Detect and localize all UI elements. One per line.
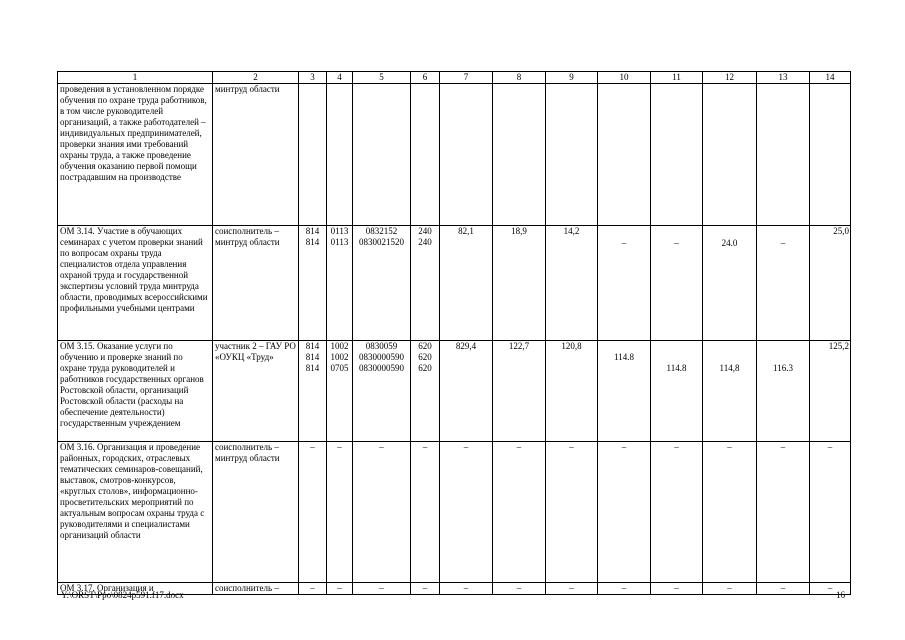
executor: соисполнитель – xyxy=(213,583,299,595)
cell-year-5 xyxy=(703,84,757,226)
cell-section: – xyxy=(327,442,353,583)
header-cell-6: 6 xyxy=(411,72,440,84)
header-cell-9: 9 xyxy=(546,72,598,84)
cell-section: 0113 0113 xyxy=(327,226,353,341)
cell-expense-type: – xyxy=(411,442,440,583)
header-cell-11: 11 xyxy=(651,72,703,84)
cell-section: 1002 1002 0705 xyxy=(327,341,353,442)
cell-year-2: – xyxy=(546,442,598,583)
cell-year-2 xyxy=(546,84,598,226)
cell-year-6: 116.3 xyxy=(757,341,810,442)
cell-section xyxy=(327,84,353,226)
table-row xyxy=(58,84,851,226)
cell-year-1: – xyxy=(493,442,546,583)
executor: участник 2 – ГАУ РО «ОУКЦ «Труд» xyxy=(213,341,299,442)
executor: соисполнитель – минтруд области xyxy=(213,442,299,583)
cell-total: – xyxy=(440,442,493,583)
cell-gov-code xyxy=(299,84,327,226)
cell-year-6: – xyxy=(757,442,810,583)
header-cell-1: 1 xyxy=(58,72,213,84)
executor: соисполнитель – минтруд области xyxy=(213,226,299,341)
page-number: 16 xyxy=(836,590,845,600)
cell-year-7: – xyxy=(810,442,851,583)
cell-expense-type: – xyxy=(411,583,440,595)
program-table xyxy=(57,71,851,595)
cell-total: – xyxy=(440,583,493,595)
cell-year-1: 18,9 xyxy=(493,226,546,341)
cell-total xyxy=(440,84,493,226)
cell-year-6: – xyxy=(757,226,810,341)
cell-year-5: – xyxy=(703,583,757,595)
cell-year-3: 114.8 xyxy=(598,341,651,442)
executor: минтруд области xyxy=(213,84,299,226)
cell-expense-type: 240 240 xyxy=(411,226,440,341)
header-cell-10: 10 xyxy=(598,72,651,84)
cell-gov-code: 814 814 xyxy=(299,226,327,341)
cell-year-7: 25,0 xyxy=(810,226,851,341)
cell-gov-code: – xyxy=(299,442,327,583)
header-cell-8: 8 xyxy=(493,72,546,84)
table-row xyxy=(58,226,851,341)
document-path: Y:\ORST\Ppo\0824p591.f17.docx xyxy=(61,590,184,600)
cell-expense-type: 620 620 620 xyxy=(411,341,440,442)
cell-target: – xyxy=(353,442,411,583)
cell-target: 0832152 0830021520 xyxy=(353,226,411,341)
cell-year-6: – xyxy=(757,583,810,595)
cell-year-2: 120,8 xyxy=(546,341,598,442)
cell-section: – xyxy=(327,583,353,595)
cell-year-7: – xyxy=(810,583,851,595)
cell-year-6 xyxy=(757,84,810,226)
cell-year-1: – xyxy=(493,583,546,595)
cell-year-1 xyxy=(493,84,546,226)
cell-year-7: 125,2 xyxy=(810,341,851,442)
measure-description: ОМ 3.17. Организация и xyxy=(58,583,213,595)
cell-year-1: 122,7 xyxy=(493,341,546,442)
header-cell-4: 4 xyxy=(327,72,353,84)
cell-year-4 xyxy=(651,84,703,226)
measure-description: ОМ 3.14. Участие в обучающих семинарах с учетом проверки знаний по вопросам охраны труда специалистов отдела управления охраной труда и государственной экспертизы условий труда минтруда области, проводимых всероссийскими профильными учебными центрами xyxy=(58,226,213,341)
table-row xyxy=(58,442,851,583)
header-cell-5: 5 xyxy=(353,72,411,84)
header-cell-13: 13 xyxy=(757,72,810,84)
cell-year-4: 114.8 xyxy=(651,341,703,442)
header-cell-7: 7 xyxy=(440,72,493,84)
cell-target: – xyxy=(353,583,411,595)
cell-target xyxy=(353,84,411,226)
table-row xyxy=(58,341,851,442)
cell-year-3: – xyxy=(598,442,651,583)
cell-year-5: 24.0 xyxy=(703,226,757,341)
header-cell-2: 2 xyxy=(213,72,299,84)
cell-total: 829,4 xyxy=(440,341,493,442)
measure-description: проведения в установленном порядке обучения по охране труда работников, в том числе руководителей организаций, а также работодателей – индивидуальных предпринимателей, проверки знания ими требований охраны труда, а также проведение обучения оказанию первой помощи пострадавшим на производстве xyxy=(58,84,213,226)
cell-year-3: – xyxy=(598,226,651,341)
cell-year-5: – xyxy=(703,442,757,583)
cell-gov-code: 814 814 814 xyxy=(299,341,327,442)
header-row xyxy=(58,72,851,84)
cell-year-4: – xyxy=(651,583,703,595)
measure-description: ОМ 3.16. Организация и проведение районных, городских, отраслевых тематических семинаров-совещаний, выставок, смотров-конкурсов, «круглых столов», информационно-просветительских мероприятий по актуальным вопросам охраны труда с руководителями и специалистами организаций области xyxy=(58,442,213,583)
cell-year-7 xyxy=(810,84,851,226)
measure-description: ОМ 3.15. Оказание услуги по обучению и проверке знаний по охране труда руководителей и работников государственных органов Ростовской области, организаций Ростовской области (расходы на обеспечение деятельности) государственным учреждением xyxy=(58,341,213,442)
cell-year-4: – xyxy=(651,226,703,341)
cell-year-4: – xyxy=(651,442,703,583)
cell-gov-code: – xyxy=(299,583,327,595)
cell-total: 82,1 xyxy=(440,226,493,341)
cell-year-3: – xyxy=(598,583,651,595)
cell-year-2: – xyxy=(546,583,598,595)
cell-target: 0830059 0830000590 0830000590 xyxy=(353,341,411,442)
cell-year-2: 14,2 xyxy=(546,226,598,341)
cell-year-3 xyxy=(598,84,651,226)
header-cell-12: 12 xyxy=(703,72,757,84)
header-cell-14: 14 xyxy=(810,72,851,84)
header-cell-3: 3 xyxy=(299,72,327,84)
cell-year-5: 114,8 xyxy=(703,341,757,442)
cell-expense-type xyxy=(411,84,440,226)
